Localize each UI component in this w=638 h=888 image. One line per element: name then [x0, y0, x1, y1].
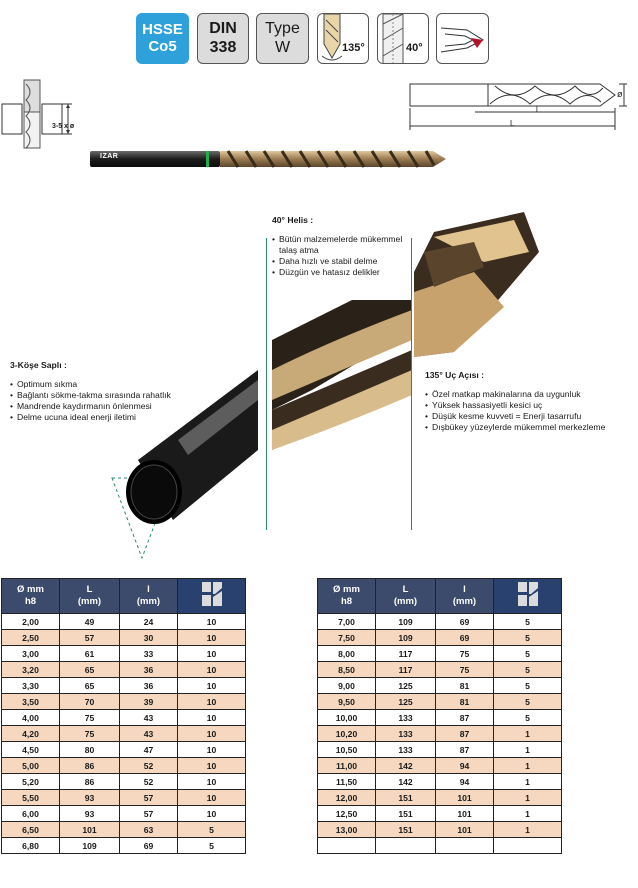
cell-total-length: 117 [376, 662, 436, 678]
cell-total-length: 151 [376, 790, 436, 806]
col-header-total-length [60, 579, 120, 614]
cell-flute-length: 57 [120, 790, 178, 806]
standard-badge [197, 13, 249, 64]
table-row [318, 630, 562, 646]
material-badge-line2: Co5 [148, 38, 177, 55]
cell-total-length: 109 [376, 630, 436, 646]
table-row [2, 806, 246, 822]
cell-total-length: 151 [376, 822, 436, 838]
cell-total-length: 65 [60, 662, 120, 678]
cell-flute-length: 87 [436, 742, 494, 758]
cell-pack-quantity: 10 [178, 630, 246, 646]
table-header-row [2, 579, 246, 614]
cell-diameter: 9,00 [318, 678, 376, 694]
table-row [2, 758, 246, 774]
cell-flute-length: 30 [120, 630, 178, 646]
cell-total-length: 93 [60, 806, 120, 822]
cell-diameter: 5,20 [2, 774, 60, 790]
cell-diameter: 12,00 [318, 790, 376, 806]
header-text: l [463, 584, 466, 595]
header-text: Ø mm [17, 584, 44, 595]
cell-flute-length: 75 [436, 662, 494, 678]
point-angle-badge [317, 13, 369, 64]
shank-info-title: 3-Köşe Saplı : [10, 360, 67, 370]
cell-diameter: 13,00 [318, 822, 376, 838]
cell-pack-quantity: 10 [178, 758, 246, 774]
cell-flute-length: 43 [120, 726, 178, 742]
point-info-title: 135° Uç Açısı : [425, 370, 485, 380]
header-text: L [86, 584, 93, 595]
cell-diameter: 9,50 [318, 694, 376, 710]
cell-pack-quantity: 10 [178, 742, 246, 758]
cell-flute-length: 33 [120, 646, 178, 662]
cell-pack-quantity: 10 [178, 806, 246, 822]
col-header-diameter [318, 579, 376, 614]
cell-pack-quantity: 1 [494, 758, 562, 774]
cell-total-length: 125 [376, 678, 436, 694]
material-badge [136, 13, 189, 64]
cell-diameter: 6,80 [2, 838, 60, 854]
cell-flute-length: 87 [436, 710, 494, 726]
cell-pack-quantity: 5 [494, 630, 562, 646]
cell-pack-quantity: 5 [178, 822, 246, 838]
cell-flute-length: 75 [436, 646, 494, 662]
cell-diameter: 10,20 [318, 726, 376, 742]
table-row [318, 790, 562, 806]
cell-diameter: 3,20 [2, 662, 60, 678]
table-row [2, 790, 246, 806]
table-row [2, 726, 246, 742]
pack-quantity-icon [515, 580, 541, 608]
table-row [2, 662, 246, 678]
cell-total-length: 133 [376, 742, 436, 758]
cell-pack-quantity: 1 [494, 742, 562, 758]
header-text: (mm) [452, 596, 477, 607]
cell-flute-length: 36 [120, 662, 178, 678]
flute-length-label: l [536, 105, 538, 114]
cell-pack-quantity: 5 [494, 678, 562, 694]
split-point-icon [437, 14, 489, 64]
diameter-dim-label: ø [617, 89, 623, 99]
dimension-table-right [317, 578, 562, 854]
shank-flats-diagram [0, 78, 90, 158]
cell-flute-length: 69 [436, 614, 494, 630]
header-text: (mm) [77, 596, 102, 607]
cell-total-length: 61 [60, 646, 120, 662]
cell-total-length: 142 [376, 758, 436, 774]
point-closeup-image [414, 212, 539, 357]
header-text: Ø mm [333, 584, 360, 595]
table-row [318, 726, 562, 742]
table-row [318, 806, 562, 822]
cell-pack-quantity: 10 [178, 662, 246, 678]
cell-diameter: 11,50 [318, 774, 376, 790]
cell-diameter: 8,50 [318, 662, 376, 678]
cell-flute-length [436, 838, 494, 854]
cell-diameter: 10,00 [318, 710, 376, 726]
cell-total-length: 151 [376, 806, 436, 822]
cell-flute-length: 101 [436, 806, 494, 822]
cell-diameter: 4,00 [2, 710, 60, 726]
col-header-pack-quantity [178, 579, 246, 614]
table-row [318, 662, 562, 678]
cell-diameter: 7,00 [318, 614, 376, 630]
cell-pack-quantity: 10 [178, 710, 246, 726]
table-row [318, 758, 562, 774]
header-text: (mm) [136, 596, 161, 607]
brand-logo: IZAR [100, 153, 119, 160]
point-divider-line [411, 238, 412, 530]
drill-bit-image [88, 148, 448, 170]
helix-divider-line [266, 238, 267, 530]
cell-flute-length: 39 [120, 694, 178, 710]
cell-flute-length: 57 [120, 806, 178, 822]
cell-diameter: 3,50 [2, 694, 60, 710]
cell-pack-quantity: 1 [494, 726, 562, 742]
helix-angle-badge [377, 13, 429, 64]
cell-diameter: 3,00 [2, 646, 60, 662]
cell-pack-quantity: 10 [178, 694, 246, 710]
table-row [2, 694, 246, 710]
cell-flute-length: 94 [436, 758, 494, 774]
col-header-total-length [376, 579, 436, 614]
cell-pack-quantity: 5 [178, 838, 246, 854]
cell-total-length [376, 838, 436, 854]
shank-bullet: • Mandrende kaydırmanın önlenmesi [10, 401, 210, 412]
cell-flute-length: 87 [436, 726, 494, 742]
table-row [2, 838, 246, 854]
cell-flute-length: 101 [436, 790, 494, 806]
cell-flute-length: 94 [436, 774, 494, 790]
cell-total-length: 101 [60, 822, 120, 838]
table-row [2, 678, 246, 694]
cell-total-length: 133 [376, 726, 436, 742]
cell-diameter: 11,00 [318, 758, 376, 774]
cell-total-length: 86 [60, 774, 120, 790]
type-badge-line1: Type [265, 20, 300, 37]
table-row [318, 646, 562, 662]
table-row [318, 774, 562, 790]
cell-pack-quantity: 10 [178, 774, 246, 790]
tip-geometry-badge [436, 13, 489, 64]
cell-flute-length: 52 [120, 774, 178, 790]
cell-pack-quantity: 10 [178, 646, 246, 662]
helix-angle-label: 40° [406, 42, 423, 54]
cell-pack-quantity: 1 [494, 822, 562, 838]
helix-info-block [272, 215, 422, 278]
overall-length-label: L [510, 119, 515, 128]
type-badge [256, 13, 309, 64]
cell-flute-length: 81 [436, 678, 494, 694]
col-header-diameter [2, 579, 60, 614]
cell-pack-quantity: 5 [494, 662, 562, 678]
table-row [2, 646, 246, 662]
helix-bullet: • Bütün malzemelerde mükemmel talaş atma [272, 234, 422, 256]
header-text: h8 [340, 596, 353, 607]
cell-pack-quantity: 10 [178, 726, 246, 742]
point-info-block [425, 370, 635, 433]
cell-flute-length: 47 [120, 742, 178, 758]
cell-total-length: 117 [376, 646, 436, 662]
table-row [2, 822, 246, 838]
cell-pack-quantity: 10 [178, 790, 246, 806]
table-row [2, 630, 246, 646]
cell-total-length: 109 [376, 614, 436, 630]
table-row [318, 838, 562, 854]
cell-total-length: 86 [60, 758, 120, 774]
cell-total-length: 70 [60, 694, 120, 710]
cell-flute-length: 43 [120, 710, 178, 726]
material-badge-line1: HSSE [142, 21, 183, 38]
cell-pack-quantity: 1 [494, 806, 562, 822]
col-header-pack-quantity [494, 579, 562, 614]
table-row [2, 614, 246, 630]
cell-flute-length: 52 [120, 758, 178, 774]
table-row [2, 774, 246, 790]
point-angle-label: 135° [342, 42, 365, 54]
col-header-flute-length [120, 579, 178, 614]
col-header-flute-length [436, 579, 494, 614]
cell-total-length: 57 [60, 630, 120, 646]
point-bullet: • Yüksek hassasiyetli kesici uç [425, 400, 635, 411]
point-bullet: • Özel matkap makinalarına da uygunluk [425, 389, 635, 400]
cell-pack-quantity: 5 [494, 710, 562, 726]
cell-pack-quantity [494, 838, 562, 854]
cell-pack-quantity: 10 [178, 614, 246, 630]
shank-flats-label: 3-5 x ø [52, 123, 75, 130]
header-text: (mm) [393, 596, 418, 607]
cell-diameter: 6,00 [2, 806, 60, 822]
cell-total-length: 75 [60, 726, 120, 742]
helix-angle-icon [378, 14, 429, 64]
helix-info-title: 40° Helis : [272, 215, 314, 225]
cell-diameter: 7,50 [318, 630, 376, 646]
cell-total-length: 109 [60, 838, 120, 854]
cell-diameter: 4,50 [2, 742, 60, 758]
shank-bullet: • Delme ucuna ideal enerji iletimi [10, 412, 210, 423]
shank-bullet: • Bağlantı sökme-takma sırasında rahatlık [10, 390, 210, 401]
cell-diameter: 2,00 [2, 614, 60, 630]
type-badge-line2: W [274, 39, 291, 56]
cell-diameter: 2,50 [2, 630, 60, 646]
cell-flute-length: 69 [120, 838, 178, 854]
header-text: h8 [24, 596, 37, 607]
cell-flute-length: 36 [120, 678, 178, 694]
cell-total-length: 125 [376, 694, 436, 710]
standard-badge-line1: DIN [209, 20, 237, 37]
cell-pack-quantity: 10 [178, 678, 246, 694]
table-row [318, 694, 562, 710]
point-angle-icon [318, 14, 369, 64]
cell-total-length: 93 [60, 790, 120, 806]
cell-diameter: 6,50 [2, 822, 60, 838]
cell-pack-quantity: 5 [494, 614, 562, 630]
cell-flute-length: 24 [120, 614, 178, 630]
shank-info-block [10, 360, 210, 423]
cell-diameter: 3,30 [2, 678, 60, 694]
cell-diameter [318, 838, 376, 854]
dimension-table-left [1, 578, 246, 854]
cell-pack-quantity: 1 [494, 774, 562, 790]
helix-closeup-image [272, 300, 412, 450]
cell-flute-length: 63 [120, 822, 178, 838]
cell-diameter: 5,00 [2, 758, 60, 774]
cell-pack-quantity: 1 [494, 790, 562, 806]
table-row [318, 710, 562, 726]
cell-total-length: 49 [60, 614, 120, 630]
cell-total-length: 80 [60, 742, 120, 758]
cell-flute-length: 101 [436, 822, 494, 838]
technical-drawing [405, 74, 630, 134]
cell-diameter: 12,50 [318, 806, 376, 822]
cell-total-length: 65 [60, 678, 120, 694]
table-header-row [318, 579, 562, 614]
table-row [2, 742, 246, 758]
header-text: L [402, 584, 409, 595]
pack-quantity-icon [199, 580, 225, 608]
table-row [318, 614, 562, 630]
header-text: l [147, 584, 150, 595]
table-row [318, 678, 562, 694]
helix-bullet: • Daha hızlı ve stabil delme [272, 256, 422, 267]
cell-total-length: 75 [60, 710, 120, 726]
table-row [318, 742, 562, 758]
cell-total-length: 133 [376, 710, 436, 726]
cell-diameter: 10,50 [318, 742, 376, 758]
cell-pack-quantity: 5 [494, 646, 562, 662]
point-bullet: • Düşük kesme kuvveti = Enerji tasarrufu [425, 411, 635, 422]
shank-bullet: • Optimum sıkma [10, 379, 210, 390]
standard-badge-line2: 338 [209, 39, 237, 56]
helix-bullet: • Düzgün ve hatasız delikler [272, 267, 422, 278]
cell-diameter: 5,50 [2, 790, 60, 806]
table-row [2, 710, 246, 726]
point-bullet: • Dışbükey yüzeylerde mükemmel merkezleme [425, 422, 635, 433]
cell-flute-length: 81 [436, 694, 494, 710]
cell-diameter: 4,20 [2, 726, 60, 742]
cell-pack-quantity: 5 [494, 694, 562, 710]
cell-diameter: 8,00 [318, 646, 376, 662]
table-row [318, 822, 562, 838]
cell-flute-length: 69 [436, 630, 494, 646]
cell-total-length: 142 [376, 774, 436, 790]
